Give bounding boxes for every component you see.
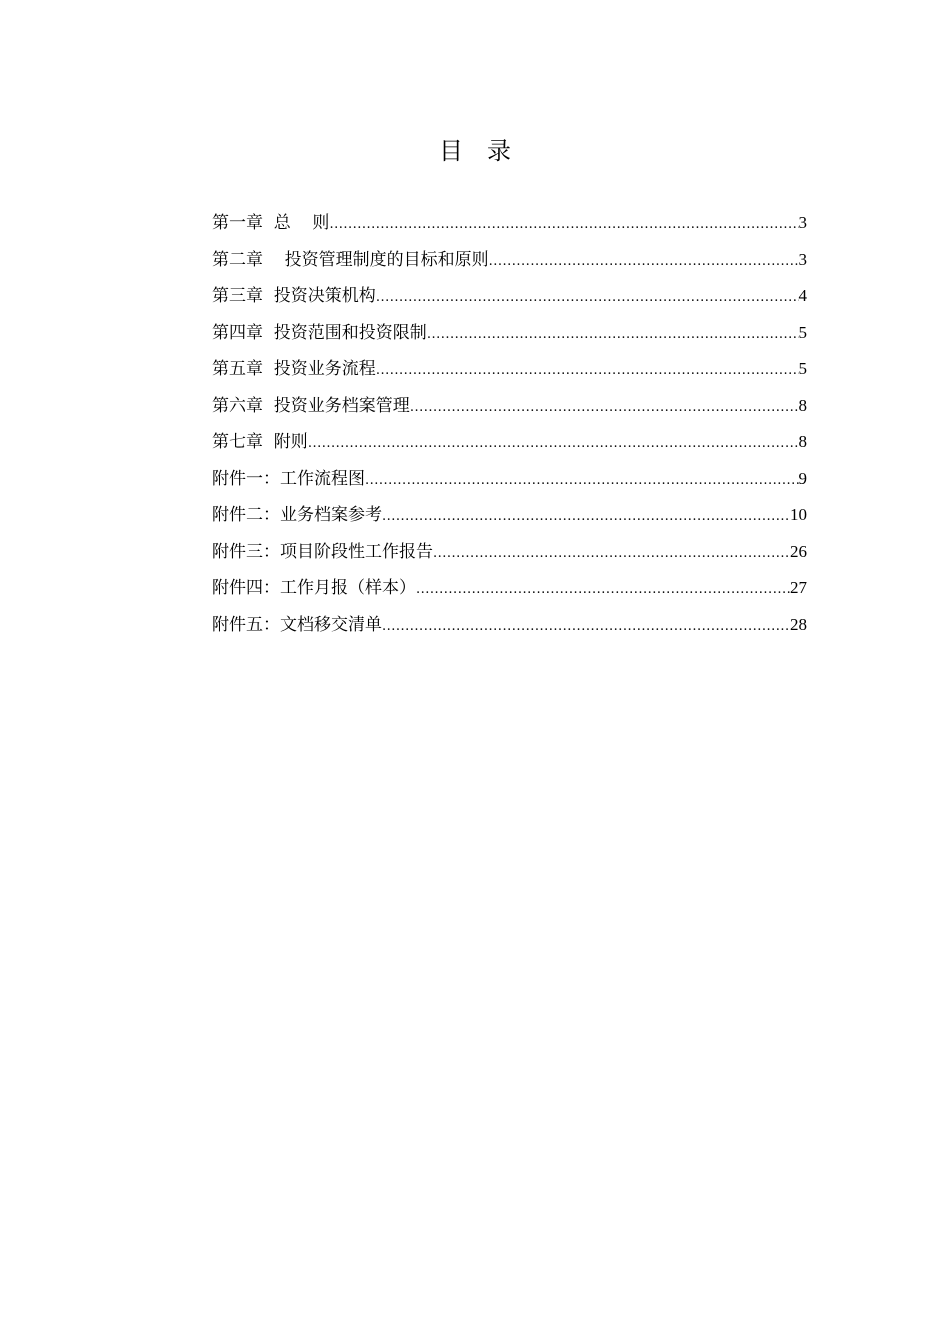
toc-entry-page: 8 [798,395,807,415]
toc-dot-leader [308,426,799,463]
toc-dot-leader [410,390,799,427]
toc-entry-label: 第七章 附则 [212,432,308,452]
toc-entry-label: 附件一：工作流程图 [212,468,365,489]
toc-entry-page: 10 [790,505,807,524]
toc-entry-page: 5 [798,359,807,378]
toc-entry-label: 第一章 总 则 [212,213,330,233]
toc-dot-leader [382,609,790,646]
toc-entry-label: 第三章 投资决策机构 [212,286,376,306]
toc-entry-page: 8 [798,432,807,451]
toc-dot-leader [427,317,799,354]
toc-entry-page: 9 [798,468,807,488]
toc-entry[interactable] [212,278,807,315]
toc-entry[interactable] [212,205,807,242]
toc-entry[interactable] [212,497,807,534]
toc-entry-label: 附件五：文档移交清单 [212,614,382,635]
toc-entry-label: 附件二：业务档案参考 [212,505,382,525]
toc-entry[interactable] [212,461,807,498]
toc-entry-page: 26 [790,541,807,561]
toc-dot-leader [489,244,799,281]
toc-dot-leader [416,572,790,609]
toc-entry-page: 4 [798,286,807,305]
toc-list [212,205,807,643]
toc-dot-leader [433,536,790,573]
toc-entry-label: 附件三：项目阶段性工作报告 [212,541,433,562]
toc-entry[interactable] [212,570,807,607]
toc-entry-label: 附件四：工作月报（样本） [212,578,416,598]
toc-entry-page: 3 [798,249,807,269]
toc-entry[interactable] [212,607,807,644]
toc-entry-page: 3 [798,213,807,232]
toc-entry[interactable] [212,424,807,461]
toc-dot-leader [376,280,799,317]
toc-dot-leader [376,353,799,390]
toc-entry[interactable] [212,351,807,388]
toc-entry-label: 第五章 投资业务流程 [212,359,376,379]
toc-entry-page: 5 [798,322,807,342]
toc-entry-label: 第二章 投资管理制度的目标和原则 [212,249,489,270]
toc-entry-page: 27 [790,578,807,597]
toc-dot-leader [365,463,799,500]
toc-title: 目 录 [439,137,511,165]
toc-entry-label: 第六章 投资业务档案管理 [212,395,410,416]
toc-entry-page: 28 [790,614,807,634]
toc-entry[interactable] [212,315,807,352]
toc-entry[interactable] [212,388,807,425]
toc-dot-leader [382,499,790,536]
toc-entry-label: 第四章 投资范围和投资限制 [212,322,427,343]
toc-dot-leader [329,207,798,244]
toc-entry[interactable] [212,534,807,571]
toc-entry[interactable] [212,242,807,279]
